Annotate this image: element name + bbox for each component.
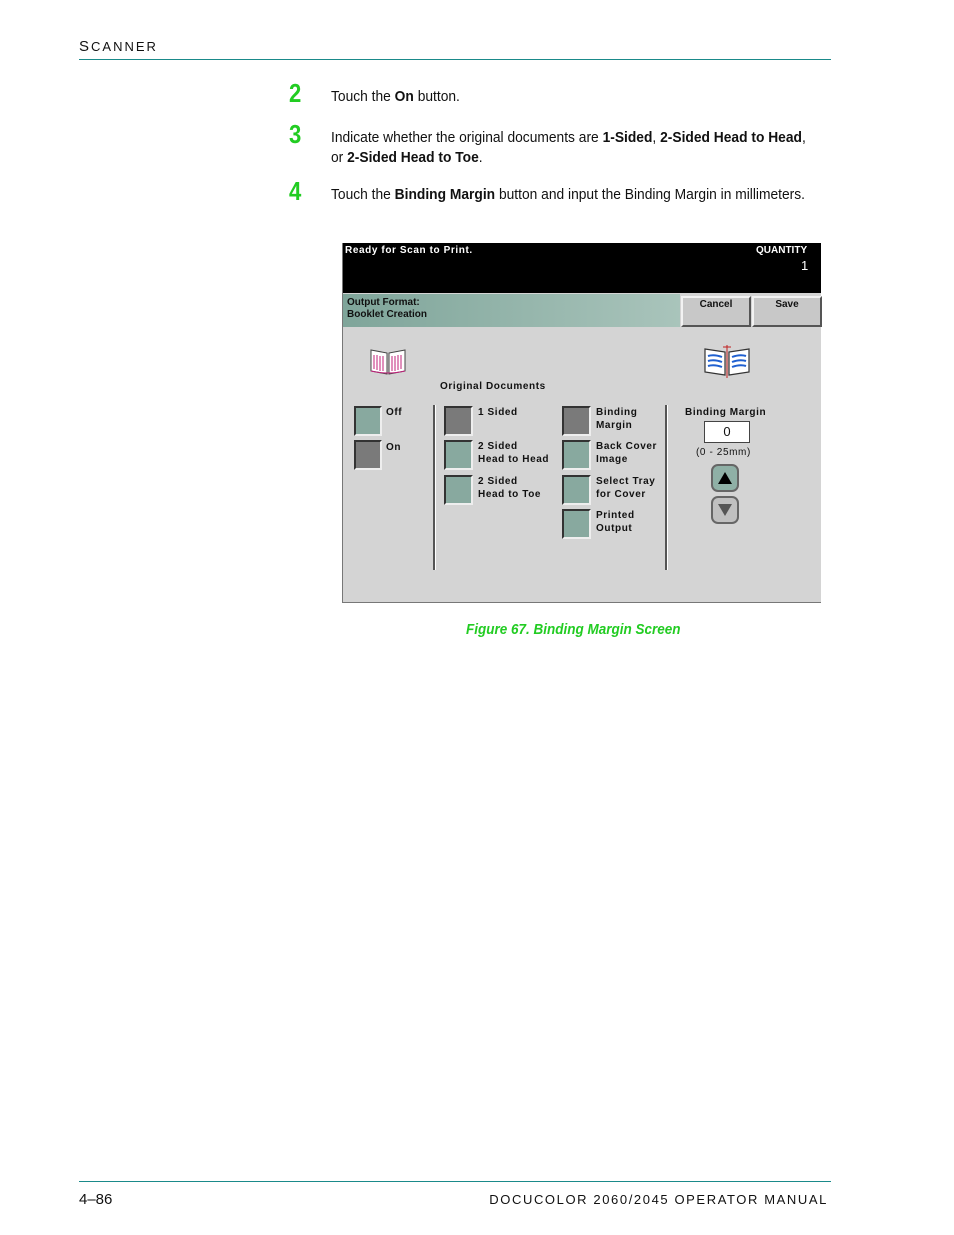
step2-text-b: button. <box>413 88 460 105</box>
binding-margin-value-field[interactable]: 0 <box>704 421 750 443</box>
output-format-line2: Booklet Creation <box>347 309 428 320</box>
select-tray-line1: Select Tray <box>596 476 656 487</box>
step-text-2 <box>331 87 791 107</box>
binding-margin-title: Binding Margin <box>685 407 767 418</box>
step3-2sided-hh-bold: 2-Sided Head to Head <box>660 129 802 146</box>
select-tray-for-cover-label <box>596 475 655 501</box>
binding-margin-book-icon <box>702 343 752 379</box>
2-sided-ht-line1: 2 Sided <box>478 476 518 487</box>
back-cover-image-label <box>596 440 657 466</box>
2-sided-ht-line2: Head to Toe <box>478 489 542 500</box>
output-format-bar <box>343 294 680 327</box>
cancel-button[interactable]: Cancel <box>681 296 751 327</box>
output-format-line1: Output Format: <box>347 297 420 308</box>
original-documents-label: Original Documents <box>440 381 546 392</box>
section-title-initial: S <box>79 38 92 55</box>
page-number: 4–86 <box>79 1191 113 1208</box>
binding-margin-line2: Margin <box>596 420 633 431</box>
select-tray-for-cover-button[interactable] <box>562 475 591 505</box>
on-button[interactable] <box>354 440 382 470</box>
decrease-button[interactable] <box>711 496 739 524</box>
on-label: On <box>386 442 402 453</box>
2-sided-hh-line1: 2 Sided <box>478 441 518 452</box>
binding-margin-range: (0 - 25mm) <box>696 447 751 458</box>
step3-2sided-ht-bold: 2-Sided Head to Toe <box>347 149 479 166</box>
step-text-3 <box>331 128 806 168</box>
step3-text-e: . <box>478 149 483 166</box>
down-arrow-icon <box>717 503 733 517</box>
divider-right <box>665 405 668 570</box>
binding-margin-line1: Binding <box>596 407 638 418</box>
step3-text-d: or <box>331 149 348 166</box>
step-number-3: 3 <box>289 119 302 149</box>
printed-output-button[interactable] <box>562 509 591 539</box>
section-title-rest: CANNER <box>91 39 158 54</box>
save-button[interactable]: Save <box>752 296 822 327</box>
off-button[interactable] <box>354 406 382 436</box>
1-sided-label: 1 Sided <box>478 407 518 418</box>
step-text-4 <box>331 185 806 205</box>
2-sided-head-to-head-button[interactable] <box>444 440 473 470</box>
step4-text-a: Touch the <box>331 186 395 203</box>
printed-output-label <box>596 509 635 535</box>
quantity-label: QUANTITY <box>756 245 808 256</box>
header-rule <box>79 59 831 60</box>
step2-on-bold: On <box>394 88 414 105</box>
step2-text-a: Touch the <box>331 88 395 105</box>
step4-text-b: button and input the Binding Margin in millimeters. <box>495 186 806 203</box>
step4-binding-margin-bold: Binding Margin <box>394 186 496 203</box>
binding-margin-label <box>596 406 637 432</box>
increase-button[interactable] <box>711 464 739 492</box>
2-sided-head-to-toe-label <box>478 475 541 501</box>
back-cover-line2: Image <box>596 454 628 465</box>
printed-output-line2: Output <box>596 523 633 534</box>
back-cover-image-button[interactable] <box>562 440 591 470</box>
footer-rule <box>79 1181 831 1182</box>
binding-margin-screen <box>342 243 821 603</box>
2-sided-head-to-head-label <box>478 440 549 466</box>
section-title <box>79 38 158 55</box>
back-cover-line1: Back Cover <box>596 441 658 452</box>
message-bar <box>343 243 821 293</box>
1-sided-button[interactable] <box>444 406 473 436</box>
printed-output-line1: Printed <box>596 510 635 521</box>
manual-title: DOCUCOLOR 2060/2045 OPERATOR MANUAL <box>489 1192 828 1207</box>
step-number-4: 4 <box>289 176 302 206</box>
figure-caption: Figure 67. Binding Margin Screen <box>466 621 681 638</box>
quantity-value: 1 <box>801 258 809 273</box>
2-sided-hh-line2: Head to Head <box>478 454 550 465</box>
step3-text-c: , <box>801 129 806 146</box>
step3-text-a: Indicate whether the original documents are <box>331 129 603 146</box>
step3-1sided-bold: 1-Sided <box>602 129 653 146</box>
select-tray-line2: for Cover <box>596 489 646 500</box>
off-label: Off <box>386 407 403 418</box>
booklet-icon <box>369 346 407 376</box>
step-number-2: 2 <box>289 78 302 108</box>
step3-text-b: , <box>652 129 661 146</box>
divider-left <box>433 405 436 570</box>
binding-margin-button[interactable] <box>562 406 591 436</box>
status-message: Ready for Scan to Print. <box>345 245 473 256</box>
up-arrow-icon <box>717 471 733 485</box>
2-sided-head-to-toe-button[interactable] <box>444 475 473 505</box>
